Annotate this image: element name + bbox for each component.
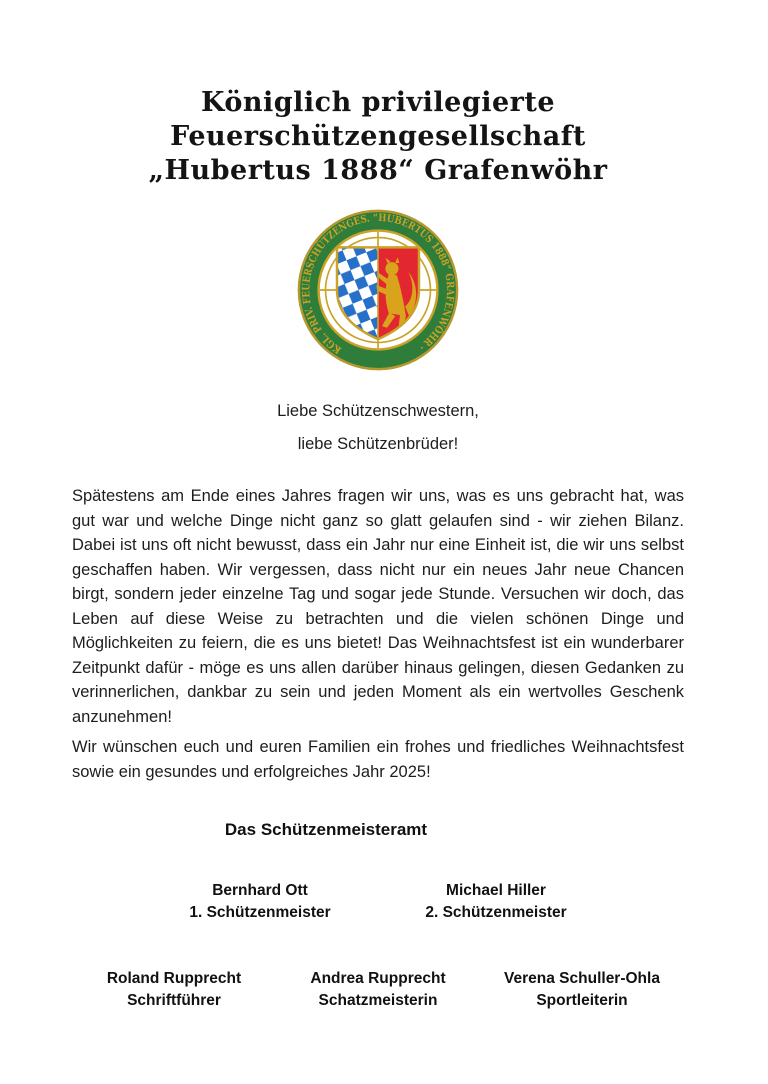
board-heading: Das Schützenmeisteramt [224,820,428,839]
body-paragraph-2: Wir wünschen euch und euren Familien ein frohes und friedliches Weihnachtsfest sowie ein gesundes und erfolgreiches Jahr 2025! [72,738,684,781]
greeting [72,401,684,454]
signature-role: 2. Schützenmeister [425,904,567,921]
club-crest-logo [72,208,684,377]
greeting-line-1: Liebe Schützenschwestern, [277,402,479,420]
signature-name: Roland Rupprecht [106,970,242,987]
signature-role: Schriftführer [127,992,221,1009]
signature-block [72,968,276,1012]
signature-name: Michael Hiller [446,882,546,899]
signature-row-1 [142,880,614,924]
greeting-line-2: liebe Schützenbrüder! [297,435,459,453]
club-title [72,86,684,188]
signature-role: Schatzmeisterin [318,992,438,1009]
signature-block [276,968,480,1012]
crest-svg [296,208,460,372]
signature-row-2 [72,968,684,1012]
club-title-line-1: Königlich privilegierte Feuerschützengesellschaft [170,87,586,152]
signature-block [480,968,684,1012]
signature-block [378,880,614,924]
signature-block [142,880,378,924]
signature-name: Verena Schuller-Ohla [504,970,660,987]
signature-role: Sportleiterin [536,992,628,1009]
club-title-line-2: „Hubertus 1888“ Grafenwöhr [148,155,608,186]
signature-name: Bernhard Ott [212,882,308,899]
signature-role: 1. Schützenmeister [189,904,331,921]
crest-ring-text: KGL. PRIV. FEUERSCHÜTZENGES. “HUBERTUS 1888” GRAFENWÖHR · [300,211,457,356]
signature-name: Andrea Rupprecht [310,970,446,987]
body-paragraph-1: Spätestens am Ende eines Jahres fragen wir uns, was es uns gebracht hat, was gut war und welche Dinge nicht ganz so glatt gelaufen sind - wir ziehen Bilanz. Dabei ist uns oft nicht bewusst, dass ein Jahr nur eine Einheit ist, die wir uns selbst geschaffen haben. Wir vergessen, dass nicht nur ein neues Jahr neue Chancen birgt, sondern jeder einzelne Tag und sogar jede Stunde. Versuchen wir doch, das Leben auf diese Weise zu betrachten und die vielen schönen Dinge und Möglichkeiten zu feiern, die es uns bietet! Das Weihnachtsfest ist ein wunderbarer Zeitpunkt dafür - möge es uns allen darüber hinaus gelingen, diesen Gedanken zu verinnerlichen, dankbar zu sein und jeden Moment als ein wertvolles Geschenk anzunehmen! [72,487,684,726]
